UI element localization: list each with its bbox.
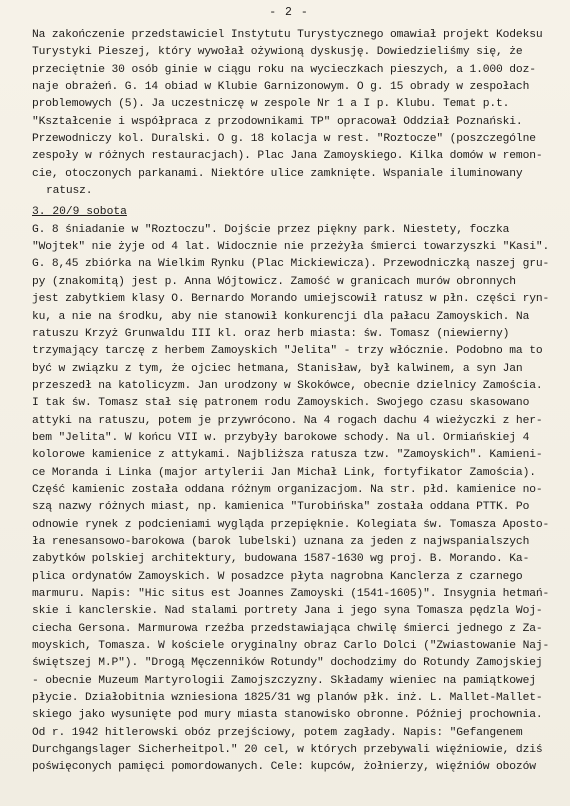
text-line: przeciętnie 30 osób ginie w ciągu roku na wycieczkach pieszych, a 1.000 doz- xyxy=(32,63,536,76)
text-line: cie, otoczonych parkanami. Niektóre ulice zamknięte. Wspaniale iluminowany xyxy=(32,167,523,180)
text-line: plica ordynatów Zamoyskich. W posadzce płyta nagrobna Kanclerza z czarnego xyxy=(32,570,523,583)
text-line: Na zakończenie przedstawiciel Instytutu Turystycznego omawiał projekt Kodeksu xyxy=(32,29,543,41)
text-line: "Kształcenie i współpraca z przodownikami TP" opracował Oddział Poznański. xyxy=(32,115,523,128)
text-line: świętszej M.P"). "Drogą Męczenników Rotundy" dochodzimy do Rotundy Zamojskiej xyxy=(32,657,543,670)
text-line: płycie. Działobitnia wzniesiona 1825/31 wg planów płk. inż. L. Mallet-Mallet- xyxy=(32,692,543,705)
text-line: ratuszu Krzyż Grunwaldu III kl. oraz herb miasta: św. Tomasz (niewierny) xyxy=(32,327,510,340)
text-line: poświęconych pamięci pomordowanych. Cele: kupców, żołnierzy, więźniów obozów xyxy=(32,761,536,774)
text-line: skie i kanclerskie. Nad stalami portrety Jana i jego syna Tomasza pędzla Woj- xyxy=(32,605,543,618)
paragraph-2 xyxy=(32,222,550,777)
text-line: attyki na ratuszu, potem je przywrócono. Na 4 rogach dachu 4 wieżyczki z her- xyxy=(32,414,543,427)
text-line: Durchgangslager Sicherheitpol." 20 cel, w których przebywali więźniowie, dziś xyxy=(32,744,543,757)
text-line: naje obrażeń. G. 14 obiad w Klubie Garnizonowym. O g. 15 obrady w zespołach xyxy=(32,81,530,94)
text-line: problemowych (5). Ja uczestniczę w zespole Nr 1 a I p. Klubu. Temat p.t. xyxy=(32,98,510,111)
text-line: - obecnie Muzeum Martyrologii Zamojszczyzny. Składamy wieniec na pamiątkowej xyxy=(32,674,536,687)
text-line: Turystyki Pieszej, który wywołał ożywioną dyskusję. Dowiedzieliśmy się, że xyxy=(32,46,523,59)
text-line: szą nazwy różnych miast, np. kamienica "Turobińska" została oddana PTTK. Po xyxy=(32,501,530,514)
text-line: jest zabytkiem klasy O. Bernardo Morando umiejscowił ratusz w płn. części ryn- xyxy=(32,293,550,306)
text-line: ku, a nie na środku, aby nie stanowił konkurencji dla pałacu Zamoyskich. Na xyxy=(32,310,530,323)
text-line: ce Moranda i Linka (major artylerii Jan Michał Link, fortyfikator Zamościa). xyxy=(32,466,536,479)
text-line: przeszedł na katolicyzm. Jan urodzony w Skokówce, obecnie dzielnicy Zamościa. xyxy=(32,379,543,392)
text-line: odnowie rynek z podcieniami wygląda przepięknie. Kolegiata św. Tomasza Aposto- xyxy=(32,518,550,531)
text-line: bem "Jelita". W końcu VII w. przybyły barokowe schody. Na ul. Ormiańskiej 4 xyxy=(32,431,530,444)
text-line: skiego jako wysunięte pod mury miasta stanowisko obronne. Później prochownia. xyxy=(32,709,543,722)
text-line: "Wojtek" nie żyje od 4 lat. Widocznie nie przeżyła śmierci towarzyszki "Kasi". xyxy=(32,241,550,254)
text-line: moyskich, Tomasza. W kościele oryginalny obraz Carlo Dolci ("Zwiastowanie Naj- xyxy=(32,640,550,653)
text-line: ciecha Gersona. Marmurowa rzeźba przedstawiająca chwilę śmierci jednego z Za- xyxy=(32,622,543,635)
text-line: zabytków polskiej architektury, budowana 1587-1630 wg proj. B. Morando. Ka- xyxy=(32,553,530,566)
text-line: być w związku z tym, że ojciec hetmana, Stanisław, był kalwinem, a syn Jan xyxy=(32,362,523,375)
text-line: Część kamienic została oddana różnym organizacjom. Na str. płd. kamienice no- xyxy=(32,483,543,496)
text-line: ratusz. xyxy=(46,185,93,198)
text-line: trzymający tarczę z herbem Zamoyskich "Jelita" - trzy włócznie. Podobno ma to xyxy=(32,345,543,358)
text-line: ła renesansowo-barokowa (barok lubelski) uznana za jeden z najwspanialszych xyxy=(32,535,530,548)
text-line: G. 8,45 zbiórka na Wielkim Rynku (Plac Mickiewicza). Przewodniczką naszej gru- xyxy=(32,258,550,271)
page-number: - 2 - xyxy=(269,6,309,19)
text-line: G. 8 śniadanie w "Roztoczu". Dojście przez piękny park. Niestety, foczka xyxy=(32,223,510,236)
text-line: marmuru. Napis: "Hic situs est Joannes Zamoyski (1541-1605)". Insygnia hetmań- xyxy=(32,588,550,600)
text-line: Od r. 1942 hitlerowski obóz przejściowy, potem zagłady. Napis: "Gefangenem xyxy=(32,726,523,739)
paragraph-1 xyxy=(32,27,546,200)
text-line: I tak św. Tomasz stał się patronem rodu Zamoyskich. Swojego czasu skasowano xyxy=(32,397,530,410)
text-line: py (znakomitą) jest p. Anna Wójtowicz. Zamość w granicach murów obronnych xyxy=(32,275,516,288)
text-line: kolorowe kamienice z attykami. Najbliższa ratusza tzw. "Zamoyskich". Kamieni- xyxy=(32,449,543,462)
text-line: zespoły w różnych restauracjach). Plac Jana Zamoyskiego. Kilka domów w remon- xyxy=(32,150,543,163)
section-heading: 3. 20/9 sobota xyxy=(32,206,127,219)
text-line: Przewodniczy kol. Duralski. O g. 18 kolacja w rest. "Roztocze" (poszczególne xyxy=(32,133,536,146)
